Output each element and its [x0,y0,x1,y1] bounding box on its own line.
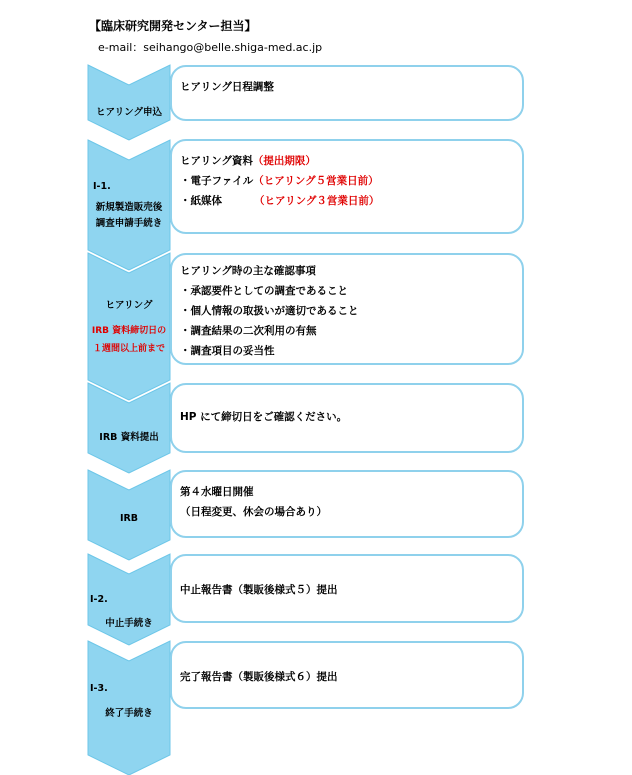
step-box-line: 完了報告書（製販後様式６）提出 [180,671,338,683]
chevron-label-suspension: 中止手続き [105,618,153,629]
chevron-code-suspension: Ⅰ-2. [90,594,108,605]
step-box-line: HP にて締切日をご確認ください。 [180,411,348,423]
step-box-line: ・電子ファイル（ヒアリング５営業日前） [180,175,379,187]
step-box-line: ・調査項目の妥当性 [180,345,275,357]
step-box-line: ・承認要件としての調査であること [180,285,348,297]
chevron-label-application: 新規製造販売後 調査申請手続き [95,202,163,229]
chevron-label-hearing: ヒアリング [105,300,153,311]
step-box-hearing [170,253,524,365]
step-box-line: ・紙媒体 （ヒアリング３営業日前） [180,195,380,207]
chevron-label-irb: IRB [119,513,139,524]
step-box-suspension [170,554,524,623]
step-box-line: 中止報告書（製販後様式５）提出 [180,584,338,596]
step-box-line: ヒアリング日程調整 [180,81,274,93]
page-title: 【臨床研究開発センター担当】 [89,19,257,33]
step-box-hearing-request [170,65,524,121]
chevron-label-irb-submission: IRB 資料提出 [99,432,159,443]
step-box-application [170,139,524,234]
step-box-line: ・個人情報の取扱いが適切であること [180,305,359,317]
chevron-deadline-hearing: IRB 資料締切日の １週間以上前まで [91,326,167,354]
contact-email: e-mail：seihango@belle.shiga-med.ac.jp [98,41,323,54]
step-box-line: ヒアリング資料（提出期限） [180,155,316,167]
chevron-code-completion: Ⅰ-3. [90,683,108,694]
step-box-irb-submission [170,383,524,453]
step-box-line: ヒアリング時の主な確認事項 [180,265,316,277]
step-box-completion [170,641,524,709]
chevron-label-hearing-request: ヒアリング申込 [96,107,162,118]
step-box-line: ・調査結果の二次利用の有無 [180,325,317,337]
step-box-line: （日程変更、休会の場合あり） [180,506,327,518]
chevron-arrow-step-1 [88,65,170,140]
step-box-line: 第４水曜日開催 [180,486,254,498]
chevron-label-completion: 終了手続き [105,708,153,719]
step-box-irb [170,470,524,538]
chevron-code-application: Ⅰ-1. [93,181,111,192]
